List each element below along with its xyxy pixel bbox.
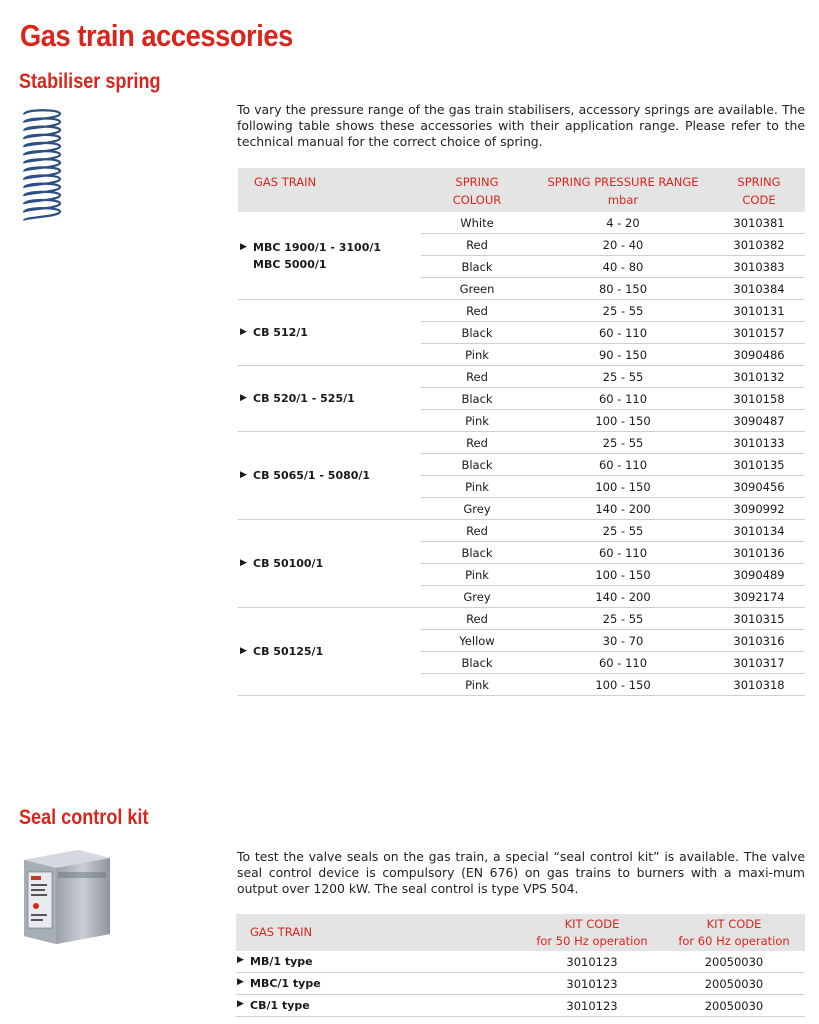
seal-control-device-image bbox=[18, 846, 116, 946]
code-cell: 3090486 bbox=[713, 344, 805, 366]
table-row bbox=[238, 520, 805, 542]
colour-cell: Black bbox=[421, 454, 533, 476]
header-gas-train: GAS TRAIN bbox=[236, 914, 521, 951]
range-cell: 4 - 20 bbox=[533, 212, 713, 234]
code-cell: 3090487 bbox=[713, 410, 805, 432]
spring-icon bbox=[20, 104, 64, 222]
range-cell: 60 - 110 bbox=[533, 388, 713, 410]
code-cell: 3010383 bbox=[713, 256, 805, 278]
range-cell: 100 - 150 bbox=[533, 476, 713, 498]
colour-cell: Black bbox=[421, 542, 533, 564]
code-cell: 3010132 bbox=[713, 366, 805, 388]
range-cell: 140 - 200 bbox=[533, 586, 713, 608]
gas-train-label: MB/1 type bbox=[250, 955, 313, 968]
gas-train-label: CB 520/1 - 525/1 bbox=[253, 392, 355, 406]
colour-cell: Pink bbox=[421, 674, 533, 696]
colour-cell: Green bbox=[421, 278, 533, 300]
gas-train-cell bbox=[236, 973, 521, 995]
gas-train-cell bbox=[236, 951, 521, 973]
code-cell: 3010381 bbox=[713, 212, 805, 234]
gas-train-cell bbox=[238, 432, 421, 520]
bullet-arrow-icon: ▶ bbox=[237, 955, 244, 965]
gas-train-cell bbox=[238, 212, 421, 300]
code-cell: 3010317 bbox=[713, 652, 805, 674]
range-cell: 25 - 55 bbox=[533, 432, 713, 454]
range-cell: 60 - 110 bbox=[533, 322, 713, 344]
range-cell: 40 - 80 bbox=[533, 256, 713, 278]
range-cell: 25 - 55 bbox=[533, 300, 713, 322]
gas-train-cell bbox=[238, 366, 421, 432]
code-cell: 3010382 bbox=[713, 234, 805, 256]
colour-cell: Red bbox=[421, 432, 533, 454]
kit50-code-cell: 3010123 bbox=[521, 951, 663, 973]
colour-cell: Red bbox=[421, 234, 533, 256]
code-cell: 3010316 bbox=[713, 630, 805, 652]
bullet-arrow-icon: ▶ bbox=[237, 977, 244, 987]
colour-cell: White bbox=[421, 212, 533, 234]
colour-cell: Yellow bbox=[421, 630, 533, 652]
code-cell: 3092174 bbox=[713, 586, 805, 608]
code-cell: 3010315 bbox=[713, 608, 805, 630]
kit60-code-cell: 20050030 bbox=[663, 973, 805, 995]
gas-train-label: CB 50100/1 bbox=[253, 557, 324, 571]
range-cell: 60 - 110 bbox=[533, 454, 713, 476]
range-cell: 20 - 40 bbox=[533, 234, 713, 256]
spring-intro-text: To vary the pressure range of the gas train stabilisers, accessory springs are available. The following table shows these accessories with their application range. Please refer to the technical manual for the correct choice of spring. bbox=[237, 102, 805, 149]
header-kit-60hz: KIT CODE for 60 Hz operation bbox=[663, 914, 805, 951]
range-cell: 100 - 150 bbox=[533, 410, 713, 432]
range-cell: 30 - 70 bbox=[533, 630, 713, 652]
gas-train-cell bbox=[236, 995, 521, 1017]
range-cell: 90 - 150 bbox=[533, 344, 713, 366]
gas-train-label: CB 5065/1 - 5080/1 bbox=[253, 469, 371, 483]
stabiliser-spring-title: Stabiliser spring bbox=[19, 70, 161, 93]
code-cell: 3090456 bbox=[713, 476, 805, 498]
code-cell: 3010158 bbox=[713, 388, 805, 410]
seal-kit-table bbox=[236, 914, 805, 1017]
header-gas-train: GAS TRAIN bbox=[238, 168, 421, 212]
colour-cell: Pink bbox=[421, 344, 533, 366]
gas-train-cell bbox=[238, 520, 421, 608]
table-row bbox=[238, 212, 805, 234]
table-row bbox=[238, 608, 805, 630]
colour-cell: Pink bbox=[421, 476, 533, 498]
table-row bbox=[236, 973, 805, 995]
range-cell: 60 - 110 bbox=[533, 652, 713, 674]
range-cell: 100 - 150 bbox=[533, 674, 713, 696]
spring-table-header bbox=[238, 168, 805, 212]
colour-cell: Red bbox=[421, 520, 533, 542]
bullet-arrow-icon: ▶ bbox=[240, 557, 247, 568]
kit60-code-cell: 20050030 bbox=[663, 951, 805, 973]
colour-cell: Grey bbox=[421, 498, 533, 520]
bullet-arrow-icon: ▶ bbox=[240, 645, 247, 656]
code-cell: 3010136 bbox=[713, 542, 805, 564]
colour-cell: Pink bbox=[421, 564, 533, 586]
header-spring-colour: SPRING COLOUR bbox=[421, 168, 533, 212]
gas-train-label: MBC 5000/1 bbox=[253, 257, 327, 271]
colour-cell: Red bbox=[421, 608, 533, 630]
table-row bbox=[238, 300, 805, 322]
table-row bbox=[236, 995, 805, 1017]
table-row bbox=[236, 951, 805, 973]
kit60-code-cell: 20050030 bbox=[663, 995, 805, 1017]
range-cell: 80 - 150 bbox=[533, 278, 713, 300]
bullet-arrow-icon: ▶ bbox=[240, 326, 247, 337]
colour-cell: Black bbox=[421, 388, 533, 410]
code-cell: 3090992 bbox=[713, 498, 805, 520]
bullet-arrow-icon: ▶ bbox=[240, 241, 247, 252]
spring-table bbox=[238, 168, 805, 696]
gas-train-cell bbox=[238, 608, 421, 696]
range-cell: 140 - 200 bbox=[533, 498, 713, 520]
gas-train-label: MBC 1900/1 - 3100/1 bbox=[253, 240, 382, 254]
table-row bbox=[238, 432, 805, 454]
colour-cell: Grey bbox=[421, 586, 533, 608]
gas-train-label: CB/1 type bbox=[250, 999, 310, 1012]
code-cell: 3010133 bbox=[713, 432, 805, 454]
bullet-arrow-icon: ▶ bbox=[240, 392, 247, 403]
code-cell: 3010134 bbox=[713, 520, 805, 542]
colour-cell: Black bbox=[421, 652, 533, 674]
colour-cell: Red bbox=[421, 300, 533, 322]
code-cell: 3010384 bbox=[713, 278, 805, 300]
gas-train-label: MBC/1 type bbox=[250, 977, 321, 990]
code-cell: 3010131 bbox=[713, 300, 805, 322]
bullet-arrow-icon: ▶ bbox=[240, 469, 247, 480]
range-cell: 25 - 55 bbox=[533, 520, 713, 542]
seal-intro-text: To test the valve seals on the gas train, a special “seal control kit” is available. The valve seal control device is compulsory (EN 676) on gas trains to burners with a maxi-mum output over 1200 kW. The seal control is type VPS 504. bbox=[237, 849, 805, 896]
colour-cell: Pink bbox=[421, 410, 533, 432]
header-pressure-range: SPRING PRESSURE RANGE mbar bbox=[533, 168, 713, 212]
kit50-code-cell: 3010123 bbox=[521, 995, 663, 1017]
code-cell: 3010318 bbox=[713, 674, 805, 696]
range-cell: 60 - 110 bbox=[533, 542, 713, 564]
code-cell: 3010157 bbox=[713, 322, 805, 344]
range-cell: 25 - 55 bbox=[533, 366, 713, 388]
gas-train-label: CB 50125/1 bbox=[253, 645, 324, 659]
table-row bbox=[238, 366, 805, 388]
colour-cell: Red bbox=[421, 366, 533, 388]
code-cell: 3090489 bbox=[713, 564, 805, 586]
range-cell: 25 - 55 bbox=[533, 608, 713, 630]
colour-cell: Black bbox=[421, 322, 533, 344]
gas-train-label: CB 512/1 bbox=[253, 326, 308, 340]
seal-control-kit-title: Seal control kit bbox=[19, 806, 149, 829]
code-cell: 3010135 bbox=[713, 454, 805, 476]
header-kit-50hz: KIT CODE for 50 Hz operation bbox=[521, 914, 663, 951]
page-title: Gas train accessories bbox=[20, 18, 293, 53]
gas-train-cell bbox=[238, 300, 421, 366]
colour-cell: Black bbox=[421, 256, 533, 278]
seal-table-header bbox=[236, 914, 805, 951]
kit50-code-cell: 3010123 bbox=[521, 973, 663, 995]
range-cell: 100 - 150 bbox=[533, 564, 713, 586]
header-spring-code: SPRING CODE bbox=[713, 168, 805, 212]
bullet-arrow-icon: ▶ bbox=[237, 999, 244, 1009]
